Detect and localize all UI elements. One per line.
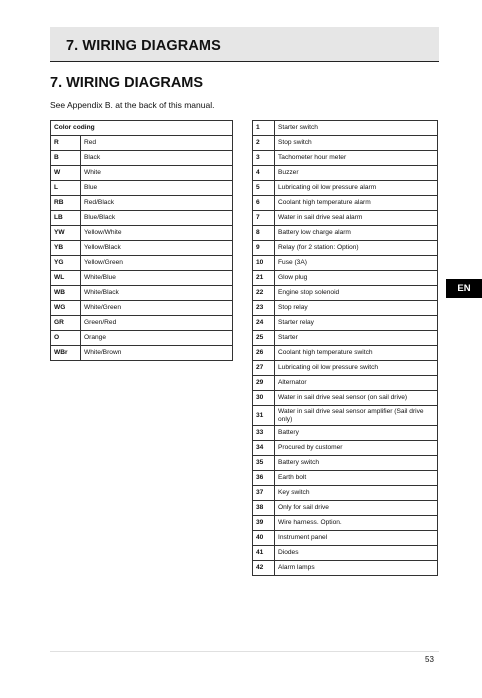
- color-name: Green/Red: [81, 316, 233, 331]
- component-name: Water in sail drive seal alarm: [275, 211, 438, 226]
- component-name: Stop relay: [275, 301, 438, 316]
- component-row: [253, 331, 438, 346]
- color-coding-header-row: [51, 121, 233, 136]
- component-name: Key switch: [275, 486, 438, 501]
- component-name: Alternator: [275, 376, 438, 391]
- component-name: Earth bolt: [275, 471, 438, 486]
- color-code: RB: [51, 196, 81, 211]
- color-code: WBr: [51, 346, 81, 361]
- color-code: YW: [51, 226, 81, 241]
- color-code: LB: [51, 211, 81, 226]
- color-code-row: [51, 271, 233, 286]
- component-name: Glow plug: [275, 271, 438, 286]
- component-row: [253, 301, 438, 316]
- component-number: 41: [253, 546, 275, 561]
- color-code: WB: [51, 286, 81, 301]
- component-name: Relay (for 2 station: Option): [275, 241, 438, 256]
- color-code-row: [51, 331, 233, 346]
- color-code-row: [51, 316, 233, 331]
- color-code: WL: [51, 271, 81, 286]
- component-row: [253, 256, 438, 271]
- color-name: White/Brown: [81, 346, 233, 361]
- component-number: 26: [253, 346, 275, 361]
- component-row: [253, 456, 438, 471]
- component-name: Stop switch: [275, 136, 438, 151]
- component-row: [253, 271, 438, 286]
- component-row: [253, 486, 438, 501]
- component-number: 31: [253, 406, 275, 426]
- component-number: 34: [253, 441, 275, 456]
- component-row: [253, 226, 438, 241]
- component-number: 38: [253, 501, 275, 516]
- component-name: Alarm lamps: [275, 561, 438, 576]
- color-code-row: [51, 241, 233, 256]
- component-row: [253, 241, 438, 256]
- component-row: [253, 211, 438, 226]
- component-number: 5: [253, 181, 275, 196]
- component-number: 22: [253, 286, 275, 301]
- component-row: [253, 391, 438, 406]
- section-title: 7. WIRING DIAGRAMS: [50, 75, 204, 91]
- color-code-row: [51, 301, 233, 316]
- page-number: 53: [425, 655, 434, 664]
- color-name: Orange: [81, 331, 233, 346]
- component-number: 39: [253, 516, 275, 531]
- color-code-row: [51, 211, 233, 226]
- component-name: Procured by customer: [275, 441, 438, 456]
- component-row: [253, 346, 438, 361]
- component-row: [253, 426, 438, 441]
- component-name: Lubricating oil low pressure alarm: [275, 181, 438, 196]
- component-name: Instrument panel: [275, 531, 438, 546]
- color-code-row: [51, 346, 233, 361]
- component-name: Battery low charge alarm: [275, 226, 438, 241]
- color-code: W: [51, 166, 81, 181]
- component-number: 40: [253, 531, 275, 546]
- color-name: Blue: [81, 181, 233, 196]
- color-name: White: [81, 166, 233, 181]
- footer-rule: [50, 651, 439, 652]
- color-code-row: [51, 256, 233, 271]
- component-name: Buzzer: [275, 166, 438, 181]
- component-name: Fuse (3A): [275, 256, 438, 271]
- color-code-row: [51, 286, 233, 301]
- component-row: [253, 501, 438, 516]
- color-name: Yellow/White: [81, 226, 233, 241]
- component-number: 9: [253, 241, 275, 256]
- component-row: [253, 181, 438, 196]
- component-row: [253, 151, 438, 166]
- component-name: Only for sail drive: [275, 501, 438, 516]
- component-name: Lubricating oil low pressure switch: [275, 361, 438, 376]
- color-code-row: [51, 226, 233, 241]
- color-coding-table: [50, 120, 233, 361]
- component-number: 21: [253, 271, 275, 286]
- component-row: [253, 136, 438, 151]
- component-number: 24: [253, 316, 275, 331]
- chapter-header-title: 7. WIRING DIAGRAMS: [66, 38, 221, 54]
- color-name: Red: [81, 136, 233, 151]
- component-number: 25: [253, 331, 275, 346]
- color-code-row: [51, 196, 233, 211]
- component-name: Diodes: [275, 546, 438, 561]
- component-row: [253, 406, 438, 426]
- chapter-header-band: [50, 27, 439, 62]
- color-code-row: [51, 166, 233, 181]
- component-legend-table: [252, 120, 438, 576]
- component-row: [253, 546, 438, 561]
- color-code: YB: [51, 241, 81, 256]
- component-number: 7: [253, 211, 275, 226]
- component-name: Starter switch: [275, 121, 438, 136]
- component-row: [253, 441, 438, 456]
- color-code-row: [51, 181, 233, 196]
- color-code: R: [51, 136, 81, 151]
- color-code: B: [51, 151, 81, 166]
- component-row: [253, 516, 438, 531]
- color-code-row: [51, 151, 233, 166]
- component-name: Tachometer hour meter: [275, 151, 438, 166]
- component-number: 37: [253, 486, 275, 501]
- component-number: 35: [253, 456, 275, 471]
- component-name: Starter: [275, 331, 438, 346]
- component-number: 8: [253, 226, 275, 241]
- component-name: Water in sail drive seal sensor (on sail drive): [275, 391, 438, 406]
- color-name: White/Blue: [81, 271, 233, 286]
- component-number: 3: [253, 151, 275, 166]
- color-code: L: [51, 181, 81, 196]
- component-number: 29: [253, 376, 275, 391]
- component-row: [253, 561, 438, 576]
- color-code-row: [51, 136, 233, 151]
- component-row: [253, 376, 438, 391]
- component-name: Engine stop solenoid: [275, 286, 438, 301]
- color-name: White/Black: [81, 286, 233, 301]
- color-code: WG: [51, 301, 81, 316]
- component-row: [253, 531, 438, 546]
- component-number: 23: [253, 301, 275, 316]
- component-number: 42: [253, 561, 275, 576]
- component-name: Battery switch: [275, 456, 438, 471]
- component-name: Wire harness. Option.: [275, 516, 438, 531]
- component-row: [253, 286, 438, 301]
- color-name: Blue/Black: [81, 211, 233, 226]
- component-number: 27: [253, 361, 275, 376]
- component-row: [253, 196, 438, 211]
- language-tab: EN: [446, 279, 482, 298]
- color-name: Yellow/Black: [81, 241, 233, 256]
- component-name: Starter relay: [275, 316, 438, 331]
- component-row: [253, 121, 438, 136]
- component-number: 4: [253, 166, 275, 181]
- color-code: GR: [51, 316, 81, 331]
- color-code: YG: [51, 256, 81, 271]
- component-number: 2: [253, 136, 275, 151]
- component-number: 30: [253, 391, 275, 406]
- component-number: 33: [253, 426, 275, 441]
- component-number: 10: [253, 256, 275, 271]
- component-row: [253, 316, 438, 331]
- color-name: Yellow/Green: [81, 256, 233, 271]
- component-name: Coolant high temperature switch: [275, 346, 438, 361]
- component-name: Battery: [275, 426, 438, 441]
- color-coding-heading: Color coding: [51, 121, 233, 136]
- color-name: White/Green: [81, 301, 233, 316]
- intro-text: See Appendix B. at the back of this manual.: [50, 100, 215, 110]
- color-name: Black: [81, 151, 233, 166]
- color-name: Red/Black: [81, 196, 233, 211]
- component-name: Water in sail drive seal sensor amplifier (Sail drive only): [275, 406, 438, 426]
- component-row: [253, 471, 438, 486]
- component-name: Coolant high temperature alarm: [275, 196, 438, 211]
- component-number: 1: [253, 121, 275, 136]
- component-row: [253, 361, 438, 376]
- color-code: O: [51, 331, 81, 346]
- component-number: 36: [253, 471, 275, 486]
- component-row: [253, 166, 438, 181]
- component-number: 6: [253, 196, 275, 211]
